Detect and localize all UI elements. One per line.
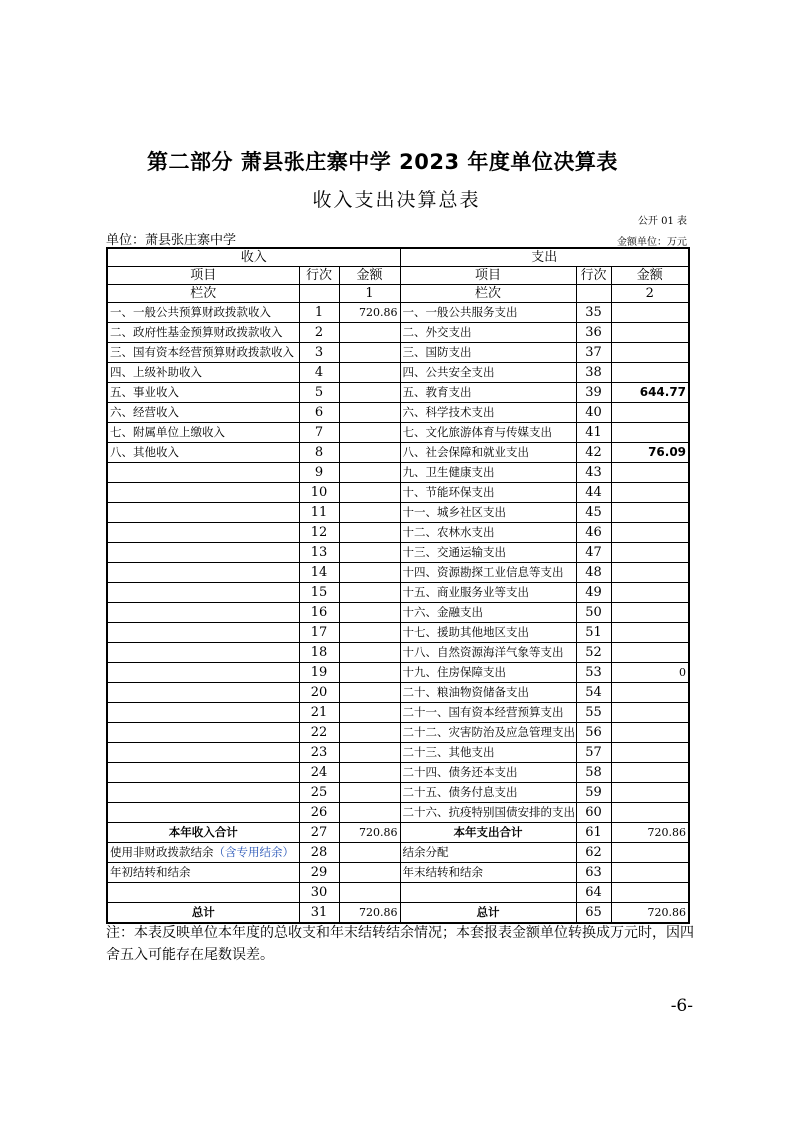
expense-item: 二、外交支出	[400, 323, 576, 343]
income-line: 6	[299, 403, 339, 423]
income-amount	[339, 583, 400, 603]
expense-line: 51	[576, 623, 611, 643]
expense-amount	[611, 523, 689, 543]
header-row-columns	[107, 267, 689, 285]
expense-amount	[611, 423, 689, 443]
income-col-number: 1	[339, 285, 400, 303]
income-item	[107, 743, 299, 763]
income-item	[107, 783, 299, 803]
income-item	[107, 543, 299, 563]
income-amount	[339, 443, 400, 463]
table-row	[107, 483, 689, 503]
expense-item: 十七、援助其他地区支出	[400, 623, 576, 643]
expense-line: 47	[576, 543, 611, 563]
grand-in-line: 31	[299, 903, 339, 924]
grand-in-label: 总计	[107, 903, 299, 924]
table-row	[107, 543, 689, 563]
income-item: 六、经营收入	[107, 403, 299, 423]
surplus-dist-label: 结余分配	[400, 843, 576, 863]
income-amount-header: 金额	[339, 267, 400, 285]
income-amount	[339, 803, 400, 823]
table-row	[107, 403, 689, 423]
income-item: 一、一般公共预算财政拨款收入	[107, 303, 299, 323]
income-line: 18	[299, 643, 339, 663]
expense-amount-header: 金额	[611, 267, 689, 285]
income-amount	[339, 603, 400, 623]
income-item	[107, 643, 299, 663]
grand-out-line: 65	[576, 903, 611, 924]
expense-amount	[611, 603, 689, 623]
expense-header: 支出	[400, 248, 689, 267]
table-row	[107, 803, 689, 823]
income-item	[107, 663, 299, 683]
table-row	[107, 683, 689, 703]
expense-line: 35	[576, 303, 611, 323]
income-amount	[339, 663, 400, 683]
expense-amount	[611, 343, 689, 363]
income-item	[107, 763, 299, 783]
nonfiscal-paren-text: （含专用结余）	[213, 845, 294, 859]
income-amount	[339, 783, 400, 803]
income-amount	[339, 563, 400, 583]
expense-line: 42	[576, 443, 611, 463]
income-line: 24	[299, 763, 339, 783]
income-item	[107, 703, 299, 723]
expense-amount	[611, 403, 689, 423]
income-amount: 720.86	[339, 303, 400, 323]
expense-line-header: 行次	[576, 267, 611, 285]
expense-line: 46	[576, 523, 611, 543]
nonfiscal-label-text: 使用非财政拨款结余	[110, 845, 214, 859]
income-amount	[339, 523, 400, 543]
income-line: 8	[299, 443, 339, 463]
table-row	[107, 723, 689, 743]
table-row	[107, 783, 689, 803]
surplus-dist-line: 62	[576, 843, 611, 863]
footnote: 注：本表反映单位本年度的总收支和年末结转结余情况；本套报表金额单位转换成万元时，因四舍五入可能存在尾数误差。	[106, 925, 694, 963]
expense-amount	[611, 583, 689, 603]
income-line: 26	[299, 803, 339, 823]
table-row	[107, 763, 689, 783]
table-row	[107, 643, 689, 663]
income-line: 16	[299, 603, 339, 623]
income-line: 2	[299, 323, 339, 343]
expense-line: 58	[576, 763, 611, 783]
expense-line: 36	[576, 323, 611, 343]
expense-amount	[611, 303, 689, 323]
header-row-lanci	[107, 285, 689, 303]
income-amount	[339, 703, 400, 723]
income-amount	[339, 723, 400, 743]
income-lanci-blank	[299, 285, 339, 303]
end-balance-amount	[611, 863, 689, 883]
table-row	[107, 363, 689, 383]
nonfiscal-label	[107, 843, 299, 863]
expense-amount	[611, 763, 689, 783]
expense-item: 十九、住房保障支出	[400, 663, 576, 683]
income-item	[107, 603, 299, 623]
expense-item: 十四、资源勘探工业信息等支出	[400, 563, 576, 583]
income-item: 五、事业收入	[107, 383, 299, 403]
income-line: 3	[299, 343, 339, 363]
blank-out-amount	[611, 883, 689, 903]
income-amount	[339, 323, 400, 343]
income-item	[107, 623, 299, 643]
expense-item: 二十四、债务还本支出	[400, 763, 576, 783]
header-row-sections	[107, 248, 689, 267]
income-item	[107, 683, 299, 703]
income-line: 20	[299, 683, 339, 703]
expense-amount	[611, 363, 689, 383]
income-amount	[339, 403, 400, 423]
expense-line: 45	[576, 503, 611, 523]
expense-item: 十三、交通运输支出	[400, 543, 576, 563]
expense-item: 五、教育支出	[400, 383, 576, 403]
expense-item: 十、节能环保支出	[400, 483, 576, 503]
income-line: 9	[299, 463, 339, 483]
expense-amount	[611, 643, 689, 663]
expense-item: 八、社会保障和就业支出	[400, 443, 576, 463]
income-line: 14	[299, 563, 339, 583]
total-expense-line: 61	[576, 823, 611, 843]
table-row	[107, 343, 689, 363]
grand-out-label: 总计	[400, 903, 576, 924]
expense-line: 52	[576, 643, 611, 663]
expense-lanci-blank	[576, 285, 611, 303]
income-lanci-label: 栏次	[107, 285, 299, 303]
expense-amount: 76.09	[611, 443, 689, 463]
expense-amount	[611, 803, 689, 823]
table-row	[107, 523, 689, 543]
nonfiscal-line: 28	[299, 843, 339, 863]
surplus-dist-amount	[611, 843, 689, 863]
table-row	[107, 563, 689, 583]
income-line: 15	[299, 583, 339, 603]
income-line: 5	[299, 383, 339, 403]
income-header: 收入	[107, 248, 400, 267]
total-expense-label: 本年支出合计	[400, 823, 576, 843]
income-item-header: 项目	[107, 267, 299, 285]
expense-item: 四、公共安全支出	[400, 363, 576, 383]
income-amount	[339, 503, 400, 523]
begin-balance-amount	[339, 863, 400, 883]
income-item	[107, 503, 299, 523]
expense-amount	[611, 563, 689, 583]
expense-item: 二十三、其他支出	[400, 743, 576, 763]
income-item: 八、其他收入	[107, 443, 299, 463]
page-number: -6-	[670, 996, 693, 1016]
income-item: 七、附属单位上缴收入	[107, 423, 299, 443]
income-amount	[339, 363, 400, 383]
expense-amount	[611, 323, 689, 343]
income-item	[107, 523, 299, 543]
income-line: 12	[299, 523, 339, 543]
begin-balance-line: 29	[299, 863, 339, 883]
income-item	[107, 583, 299, 603]
income-line: 7	[299, 423, 339, 443]
income-amount	[339, 423, 400, 443]
total-expense-amount: 720.86	[611, 823, 689, 843]
expense-line: 43	[576, 463, 611, 483]
end-balance-line: 63	[576, 863, 611, 883]
expense-item: 六、科学技术支出	[400, 403, 576, 423]
table-row	[107, 463, 689, 483]
income-item	[107, 803, 299, 823]
table-row	[107, 663, 689, 683]
expense-line: 41	[576, 423, 611, 443]
blank-row	[107, 883, 689, 903]
expense-line: 57	[576, 743, 611, 763]
total-income-amount: 720.86	[339, 823, 400, 843]
expense-line: 37	[576, 343, 611, 363]
income-item	[107, 463, 299, 483]
table-number: 公开 01 表	[637, 216, 687, 227]
income-line: 4	[299, 363, 339, 383]
income-line-header: 行次	[299, 267, 339, 285]
expense-line: 54	[576, 683, 611, 703]
expense-amount	[611, 463, 689, 483]
expense-line: 53	[576, 663, 611, 683]
expense-item: 一、一般公共服务支出	[400, 303, 576, 323]
nonfiscal-row	[107, 843, 689, 863]
balance-row	[107, 863, 689, 883]
total-row	[107, 823, 689, 843]
table-row	[107, 623, 689, 643]
income-line: 13	[299, 543, 339, 563]
grand-in-amount: 720.86	[339, 903, 400, 924]
begin-balance-label: 年初结转和结余	[107, 863, 299, 883]
expense-line: 40	[576, 403, 611, 423]
blank-out-line: 64	[576, 883, 611, 903]
income-line: 21	[299, 703, 339, 723]
expense-line: 50	[576, 603, 611, 623]
expense-item: 十二、农林水支出	[400, 523, 576, 543]
income-line: 1	[299, 303, 339, 323]
expense-line: 44	[576, 483, 611, 503]
expense-amount	[611, 703, 689, 723]
income-amount	[339, 623, 400, 643]
total-income-line: 27	[299, 823, 339, 843]
expense-item: 十五、商业服务业等支出	[400, 583, 576, 603]
blank-in-line: 30	[299, 883, 339, 903]
expense-item: 二十一、国有资本经营预算支出	[400, 703, 576, 723]
expense-line: 38	[576, 363, 611, 383]
income-line: 19	[299, 663, 339, 683]
expense-line: 60	[576, 803, 611, 823]
expense-line: 55	[576, 703, 611, 723]
expense-item: 二十六、抗疫特别国债安排的支出	[400, 803, 576, 823]
expense-lanci-label: 栏次	[400, 285, 576, 303]
total-income-label: 本年收入合计	[107, 823, 299, 843]
income-amount	[339, 543, 400, 563]
income-line: 10	[299, 483, 339, 503]
income-line: 23	[299, 743, 339, 763]
income-item	[107, 483, 299, 503]
income-item: 二、政府性基金预算财政拨款收入	[107, 323, 299, 343]
expense-item: 七、文化旅游体育与传媒支出	[400, 423, 576, 443]
expense-amount: 644.77	[611, 383, 689, 403]
income-amount	[339, 643, 400, 663]
expense-amount	[611, 503, 689, 523]
income-amount	[339, 763, 400, 783]
expense-amount	[611, 783, 689, 803]
expense-amount	[611, 683, 689, 703]
expense-line: 39	[576, 383, 611, 403]
expense-item: 十八、自然资源海洋气象等支出	[400, 643, 576, 663]
expense-amount	[611, 623, 689, 643]
page-title: 第二部分 萧县张庄寨中学 2023 年度单位决算表	[147, 150, 618, 174]
expense-amount	[611, 743, 689, 763]
table-row	[107, 503, 689, 523]
expense-col-number: 2	[611, 285, 689, 303]
end-balance-label: 年末结转和结余	[400, 863, 576, 883]
budget-summary-table	[106, 247, 690, 924]
income-line: 22	[299, 723, 339, 743]
expense-line: 59	[576, 783, 611, 803]
expense-item: 十六、金融支出	[400, 603, 576, 623]
income-item	[107, 723, 299, 743]
income-item: 三、国有资本经营预算财政拨款收入	[107, 343, 299, 363]
income-line: 17	[299, 623, 339, 643]
expense-item: 二十五、债务付息支出	[400, 783, 576, 803]
expense-line: 49	[576, 583, 611, 603]
table-row	[107, 603, 689, 623]
expense-line: 48	[576, 563, 611, 583]
table-title: 收入支出决算总表	[312, 189, 481, 211]
income-amount	[339, 463, 400, 483]
blank-in-amount	[339, 883, 400, 903]
blank-out-item	[400, 883, 576, 903]
income-amount	[339, 343, 400, 363]
expense-line: 56	[576, 723, 611, 743]
income-item	[107, 563, 299, 583]
expense-item: 三、国防支出	[400, 343, 576, 363]
expense-item: 十一、城乡社区支出	[400, 503, 576, 523]
expense-item: 二十、粮油物资储备支出	[400, 683, 576, 703]
income-line: 25	[299, 783, 339, 803]
table-row	[107, 423, 689, 443]
table-row	[107, 323, 689, 343]
expense-amount: 0	[611, 663, 689, 683]
table-row	[107, 703, 689, 723]
expense-amount	[611, 723, 689, 743]
income-amount	[339, 383, 400, 403]
blank-in-item	[107, 883, 299, 903]
table-row	[107, 583, 689, 603]
income-amount	[339, 483, 400, 503]
grand-out-amount: 720.86	[611, 903, 689, 924]
expense-amount	[611, 483, 689, 503]
income-line: 11	[299, 503, 339, 523]
expense-item: 二十二、灾害防治及应急管理支出	[400, 723, 576, 743]
expense-item-header: 项目	[400, 267, 576, 285]
table-row	[107, 303, 689, 323]
money-unit-label: 金额单位：万元	[617, 237, 687, 248]
expense-item: 九、卫生健康支出	[400, 463, 576, 483]
table-row	[107, 443, 689, 463]
nonfiscal-amount	[339, 843, 400, 863]
unit-label: 单位：萧县张庄寨中学	[106, 233, 237, 248]
income-amount	[339, 743, 400, 763]
grand-total-row	[107, 903, 689, 924]
expense-amount	[611, 543, 689, 563]
income-item: 四、上级补助收入	[107, 363, 299, 383]
table-row	[107, 743, 689, 763]
income-amount	[339, 683, 400, 703]
table-row	[107, 383, 689, 403]
